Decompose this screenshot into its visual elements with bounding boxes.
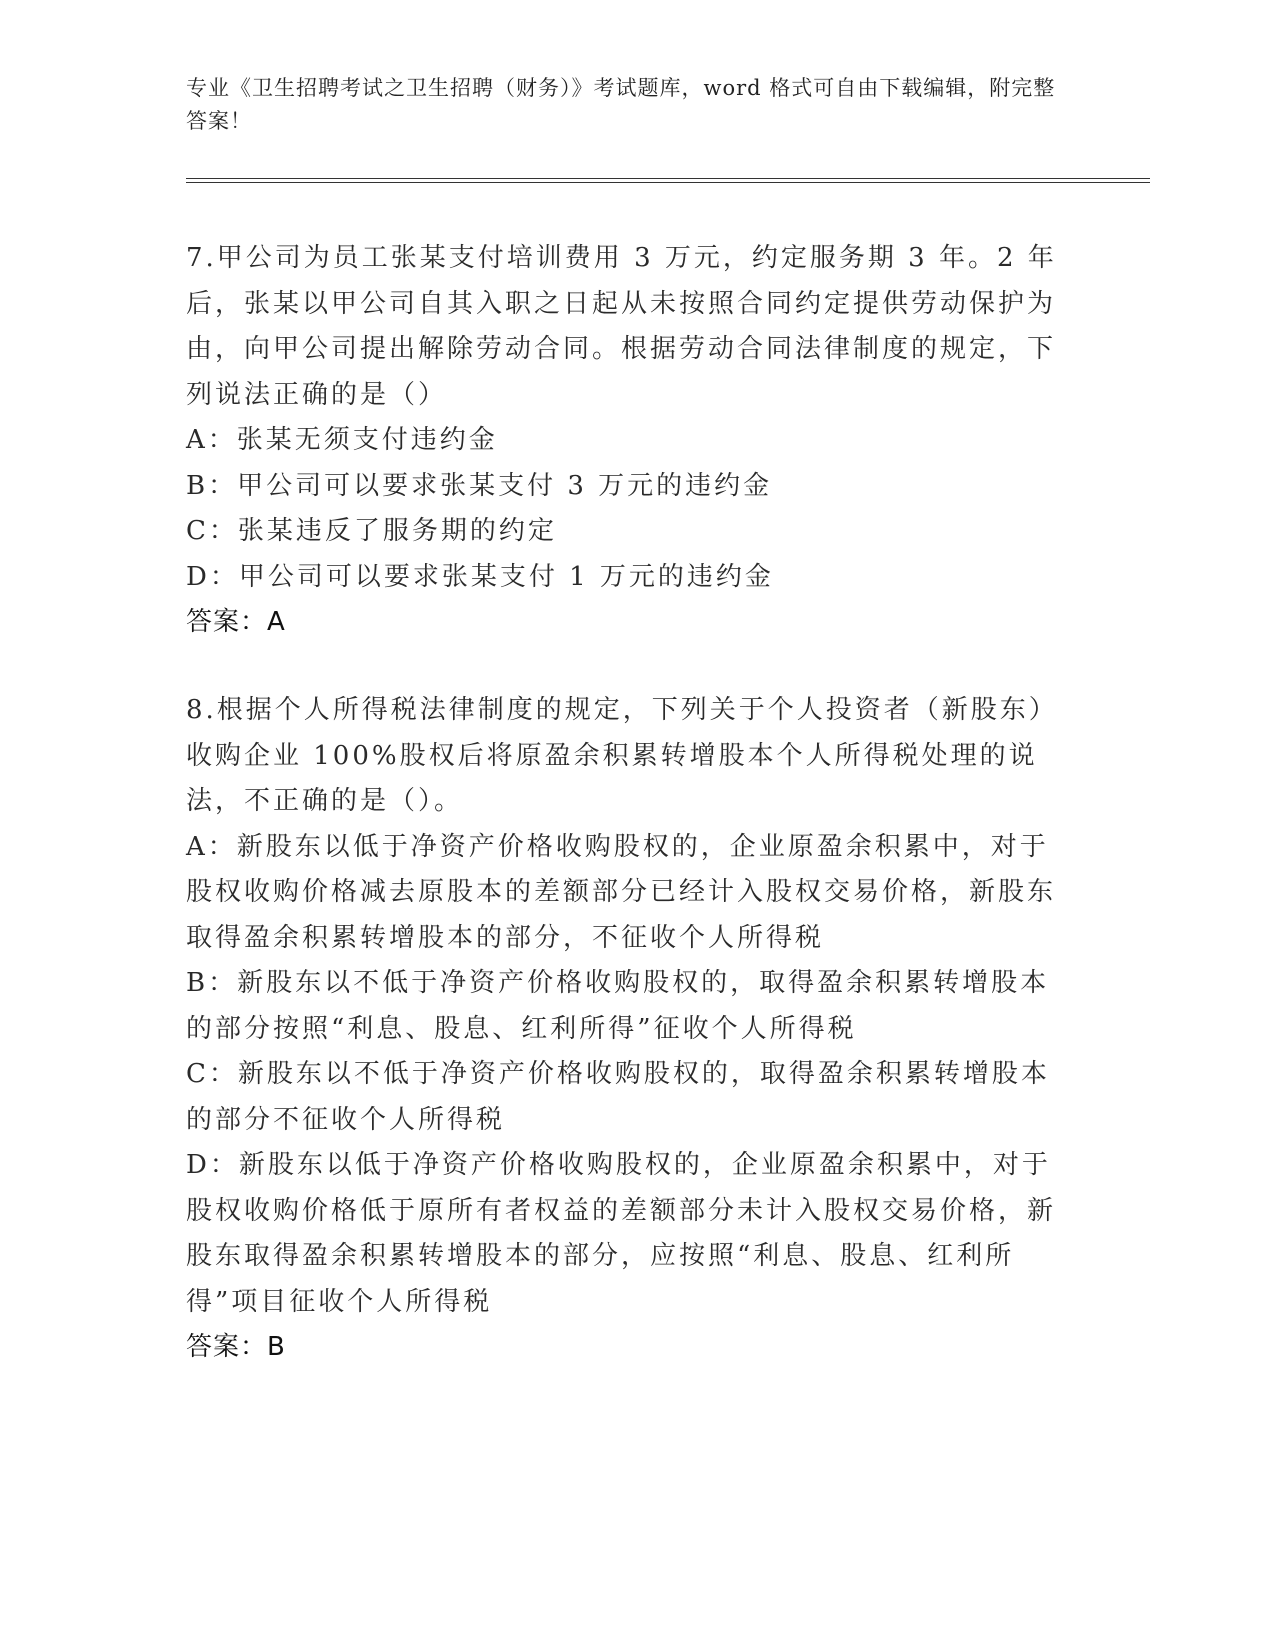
question-stem: 7.甲公司为员工张某支付培训费用 3 万元，约定服务期 3 年。2 年后，张某以甲公司自其入职之日起从未按照合同约定提供劳动保护为由，向甲公司提出解除劳动合同。根据劳动合同法律制度的规定，下列说法正确的是（） (186, 243, 1057, 410)
option-b: B：新股东以不低于净资产价格收购股权的，取得盈余积累转增股本的部分按照“利息、股息、红利所得”征收个人所得税 (186, 968, 1050, 1044)
option-d: D：甲公司可以要求张某支付 1 万元的违约金 (186, 561, 774, 592)
answer-line (186, 1325, 1076, 1371)
document-header (186, 72, 1066, 138)
answer-value: A (267, 607, 286, 637)
option-a: A：张某无须支付违约金 (186, 425, 498, 455)
option-d: D：新股东以低于净资产价格收购股权的，企业原盈余积累中，对于股权收购价格低于原所有者权益的差额部分未计入股权交易价格，新股东取得盈余积累转增股本的部分，应按照“利息、股息、红利所得”项目征收个人所得税 (186, 1150, 1057, 1317)
answer-label: 答案： (186, 607, 268, 637)
answer-value: B (267, 1332, 286, 1362)
option-c: C：新股东以不低于净资产价格收购股权的，取得盈余积累转增股本的部分不征收个人所得税 (186, 1059, 1050, 1135)
header-text: 专业《卫生招聘考试之卫生招聘（财务）》考试题库，word 格式可自由下载编辑，附完整答案！ (186, 76, 1056, 133)
question-7 (186, 236, 1076, 646)
answer-label: 答案： (186, 1332, 268, 1362)
option-b: B：甲公司可以要求张某支付 3 万元的违约金 (186, 470, 773, 501)
option-a: A：新股东以低于净资产价格收购股权的，企业原盈余积累中，对于股权收购价格减去原股本的差额部分已经计入股权交易价格，新股东取得盈余积累转增股本的部分，不征收个人所得税 (186, 831, 1057, 953)
header-rule-top (186, 178, 1150, 179)
question-stem: 8.根据个人所得税法律制度的规定，下列关于个人投资者（新股东）收购企业 100%股权后将原盈余积累转增股本个人所得税处理的说法，不正确的是（）。 (186, 695, 1058, 816)
header-rule-bottom (186, 182, 1150, 183)
question-8 (186, 688, 1076, 1371)
answer-line (186, 600, 1076, 646)
option-c: C：张某违反了服务期的约定 (186, 516, 557, 546)
